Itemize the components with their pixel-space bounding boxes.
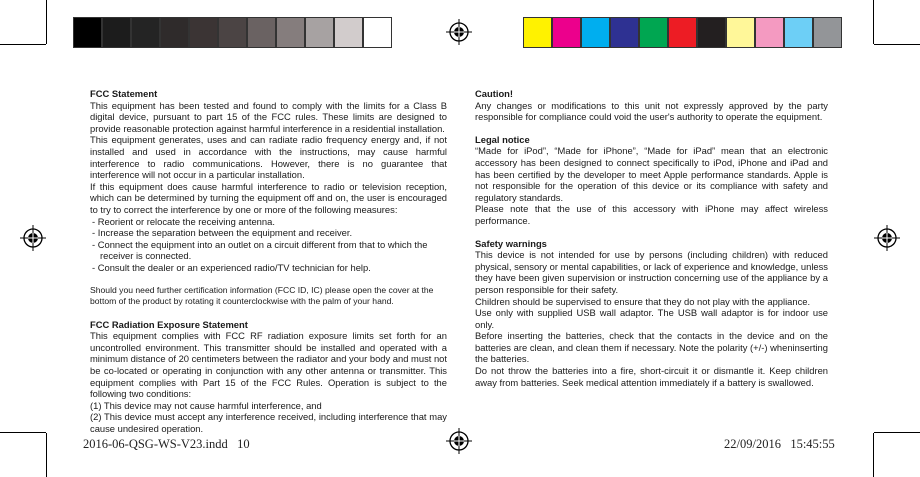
process-color-bar [523, 17, 842, 48]
safety-warnings-heading: Safety warnings [475, 237, 547, 249]
color-swatch [668, 17, 697, 48]
color-swatch [73, 17, 102, 48]
right-column [475, 88, 828, 388]
color-swatch [160, 17, 189, 48]
radiation-condition: (2) This device must accept any interference received, including interference that may cause undesired operation. [90, 411, 447, 435]
color-swatch [755, 17, 784, 48]
crop-mark [0, 432, 46, 433]
crop-mark [46, 0, 47, 44]
color-swatch [189, 17, 218, 48]
fcc-paragraph: This equipment generates, uses and can radiate radio frequency energy and, if not installed and used in accordance with the instructions, may cause harmful interference to radio communications. However, there is no guarantee that interference will not occur in a particular installation. [90, 134, 447, 181]
color-swatch [102, 17, 131, 48]
crop-mark [873, 0, 874, 44]
fcc-measure-item: - Increase the separation between the equipment and receiver. [92, 227, 353, 239]
color-swatch [552, 17, 581, 48]
radiation-condition: (1) This device may not cause harmful interference, and [90, 399, 322, 411]
legal-notice-heading: Legal notice [475, 133, 530, 145]
registration-mark-icon [446, 428, 472, 454]
caution-heading: Caution! [475, 88, 514, 99]
fcc-paragraph: If this equipment does cause harmful interference to radio or television reception, which can be determined by turning the equipment off and on, the user is encouraged to try to correct the interference by one or more of the following measures: [90, 180, 447, 215]
grayscale-color-bar [73, 17, 392, 48]
color-swatch [247, 17, 276, 48]
fcc-measure-item: - Reorient or relocate the receiving antenna. [92, 215, 275, 227]
color-swatch [334, 17, 363, 48]
color-swatch [697, 17, 726, 48]
crop-mark [873, 433, 874, 477]
color-swatch [131, 17, 160, 48]
registration-mark-icon [20, 225, 46, 251]
safety-paragraph: Before inserting the batteries, check that the contacts in the device and on the batteries are clean, and clean them if necessary. Note the polarity (+/-) wheninserting the batteries. [475, 330, 828, 365]
color-swatch [218, 17, 247, 48]
left-column [90, 88, 447, 435]
color-swatch [523, 17, 552, 48]
color-swatch [581, 17, 610, 48]
crop-mark [874, 44, 920, 45]
slug-filename: 2016-06-QSG-WS-V23.indd 10 [83, 437, 250, 451]
slug-timestamp: 22/09/2016 15:45:55 [724, 437, 835, 451]
caution-paragraph: Any changes or modifications to this unit not expressly approved by the party responsible for compliance could void the user's authority to operate the equipment. [475, 99, 828, 123]
legal-paragraph: Please note that the use of this accessory with iPhone may affect wireless performance. [475, 203, 828, 226]
color-swatch [726, 17, 755, 48]
fcc-measure-item: - Connect the equipment into an outlet on a circuit different from that to which the receiver is connected. [92, 238, 428, 262]
color-swatch [305, 17, 334, 48]
color-swatch [363, 17, 392, 48]
color-swatch [813, 17, 842, 48]
fcc-measure-item: - Consult the dealer or an experienced radio/TV technician for help. [92, 261, 371, 273]
safety-paragraph: Use only with supplied USB wall adaptor. The USB wall adaptor is for indoor use only. [475, 307, 828, 330]
color-swatch [610, 17, 639, 48]
crop-mark [0, 44, 46, 45]
safety-paragraph: Do not throw the batteries into a fire, short-circuit it or dismantle it. Keep children away from batteries. Seek medical attention immediately if a battery is swallowed. [475, 365, 828, 388]
registration-mark-icon [874, 225, 900, 251]
color-swatch [276, 17, 305, 48]
registration-mark-icon [446, 19, 472, 45]
crop-mark [46, 433, 47, 477]
fcc-statement-heading: FCC Statement [90, 88, 158, 99]
certification-note: Should you need further certification information (FCC ID, IC) please open the cover at the bottom of the product by rotating it counterclockwise with the palm of your hand. [90, 284, 434, 307]
crop-mark [874, 432, 920, 433]
legal-paragraph: “Made for iPod”, “Made for iPhone”, “Made for iPad” mean that an electronic accessory has been designed to connect specifically to iPod, iPhone and iPad and has been certified by the developer to meet Apple performance standards. Apple is not responsible for the operation of this device or its compliance with safety and regulatory standards. [475, 145, 828, 203]
color-swatch [639, 17, 668, 48]
safety-paragraph: This device is not intended for use by persons (including children) with reduced physical, sensory or mental capabilities, or lack of experience and knowledge, unless they have been given supervision or instruction concerning use of the appliance by a person responsible for their safety. [475, 249, 828, 295]
fcc-paragraph: This equipment has been tested and found to comply with the limits for a Class B digital device, pursuant to part 15 of the FCC rules. These limits are designed to provide reasonable protection against harmful interference in a residential installation. [90, 99, 447, 134]
radiation-paragraph: This equipment complies with FCC RF radiation exposure limits set forth for an uncontrolled environment. This transmitter should be installed and operated with a minimum distance of 20 centimeters between the radiator and your body and must not be co-located or operating in conjunction with any other antenna or transmitter. This equipment complies with Part 15 of the FCC Rules. Operation is subject to the following two conditions: [90, 330, 447, 400]
color-swatch [784, 17, 813, 48]
radiation-exposure-heading: FCC Radiation Exposure Statement [90, 318, 248, 330]
safety-paragraph: Children should be supervised to ensure that they do not play with the appliance. [475, 295, 811, 307]
